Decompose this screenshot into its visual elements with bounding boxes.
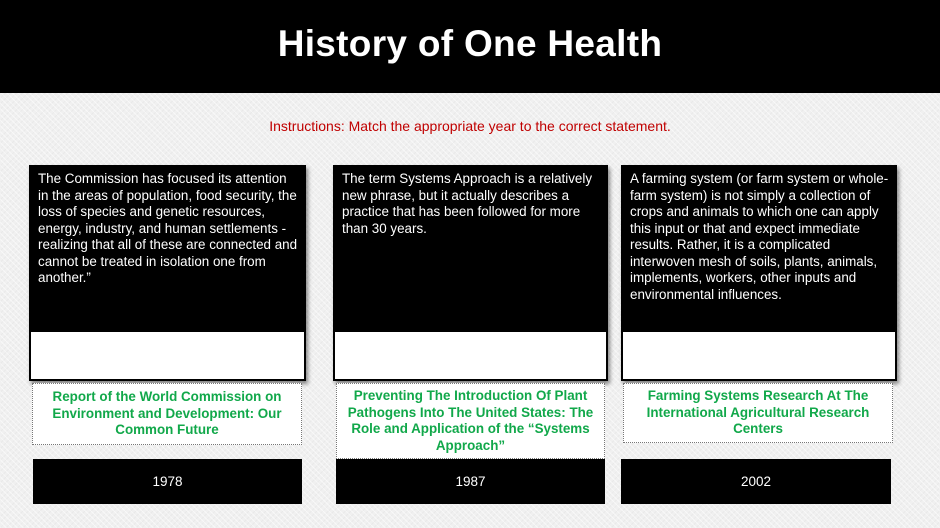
year-option-1987[interactable]: 1987: [336, 459, 605, 504]
answer-drop-zone-2[interactable]: [335, 332, 606, 379]
statement-card-3: [621, 165, 897, 381]
answer-drop-zone-1[interactable]: [31, 332, 304, 379]
instructions-text: Instructions: Match the appropriate year to the correct statement.: [269, 118, 671, 134]
statement-text-1: The Commission has focused its attention in the areas of population, food security, the loss of species and genetic resources, energy, industry, and human settlements - realizing that all of these are connected and cannot be treated in isolation one from another.”: [38, 171, 298, 285]
statement-text-2: The term Systems Approach is a relatively new phrase, but it actually describes a practice that has been followed for more than 30 years.: [342, 171, 593, 236]
answer-drop-zone-3[interactable]: [623, 332, 895, 379]
year-option-2002[interactable]: 2002: [621, 459, 891, 504]
year-option-1978[interactable]: 1978: [33, 459, 302, 504]
title-bar: [0, 0, 940, 93]
statement-card-2: [333, 165, 608, 381]
source-card-1[interactable]: Report of the World Commission on Environment and Development: Our Common Future: [32, 383, 302, 445]
page-title: History of One Health: [277, 22, 663, 64]
statement-text-3: A farming system (or farm system or whole-farm system) is not simply a collection of crops and animals to which one can apply this input or that and expect immediate results. Rather, it is a complicated interwoven mesh of soils, plants, animals, implements, workers, other inputs and environmental influences.: [630, 171, 889, 302]
source-card-2[interactable]: Preventing The Introduction Of Plant Pathogens Into The United States: The Role and Application of the “Systems Approach”: [336, 383, 605, 459]
source-card-3[interactable]: Farming Systems Research At The International Agricultural Research Centers: [623, 383, 893, 443]
statement-card-1: [29, 165, 306, 381]
